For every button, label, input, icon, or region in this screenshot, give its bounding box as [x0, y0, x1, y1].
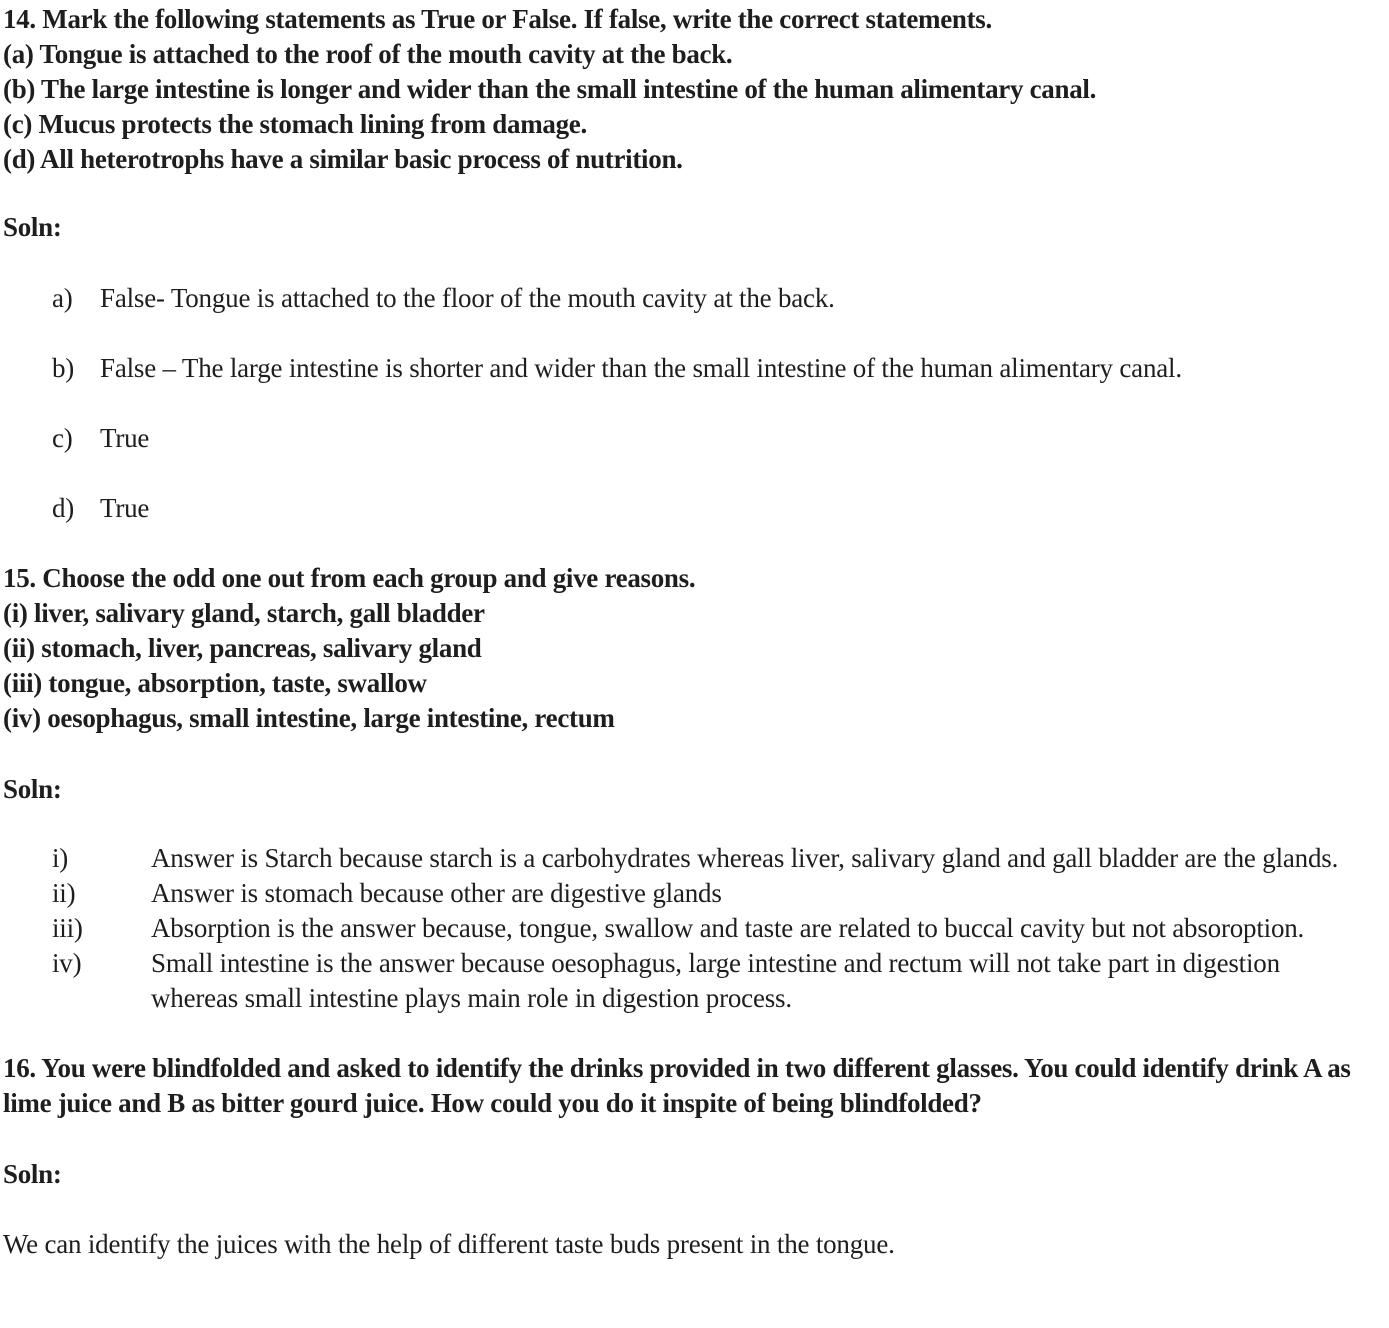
question-14-statement-b: (b) The large intestine is longer and wider than the small intestine of the human alimentary canal. — [3, 74, 1097, 104]
answer-row-15i — [3, 841, 1386, 876]
question-14-heading: 14. Mark the following statements as True or False. If false, write the correct statements. — [3, 4, 992, 34]
soln-label-15: Soln: — [3, 774, 62, 804]
answer-text: False- Tongue is attached to the floor of the mouth cavity at the back. — [100, 283, 835, 313]
question-14-statement-a: (a) Tongue is attached to the roof of the mouth cavity at the back. — [3, 39, 733, 69]
answer-text: Answer is Starch because starch is a carbohydrates whereas liver, salivary gland and gall bladder are the glands. — [151, 843, 1339, 873]
answer-text: True — [100, 423, 150, 453]
answer-row-14b — [3, 351, 1386, 386]
answer-row-14d — [3, 491, 1386, 526]
answer-row-14a — [3, 281, 1386, 316]
question-14-statement-d: (d) All heterotrophs have a similar basic process of nutrition. — [3, 144, 683, 174]
question-14-section — [3, 2, 1386, 526]
question-15-group-iv: (iv) oesophagus, small intestine, large intestine, rectum — [3, 703, 615, 733]
question-15-group-iii: (iii) tongue, absorption, taste, swallow — [3, 668, 427, 698]
answer-row-15iv — [3, 946, 1386, 1016]
answer-marker: c) — [52, 423, 73, 453]
answer-row-14c — [3, 421, 1386, 456]
answer-marker: a) — [52, 283, 73, 313]
question-14-statement-c: (c) Mucus protects the stomach lining from damage. — [3, 109, 587, 139]
soln-label-16: Soln: — [3, 1159, 62, 1189]
answer-row-15ii — [3, 876, 1386, 911]
answer-text: False – The large intestine is shorter and wider than the small intestine of the human alimentary canal. — [100, 353, 1182, 383]
answer-row-15iii — [3, 911, 1386, 946]
answer-text: Answer is stomach because other are digestive glands — [151, 878, 722, 908]
answer-list-14 — [3, 281, 1386, 526]
question-15-group-i: (i) liver, salivary gland, starch, gall bladder — [3, 598, 485, 628]
answer-marker: d) — [52, 493, 75, 523]
answer-marker: i) — [52, 843, 69, 873]
answer-text: True — [100, 493, 150, 523]
soln-label-14: Soln: — [3, 212, 62, 242]
answer-marker: iv) — [52, 948, 82, 978]
answer-marker: iii) — [52, 913, 83, 943]
question-15-section — [3, 561, 1386, 1016]
answer-text: Small intestine is the answer because oesophagus, large intestine and rectum will not take part in digestion whereas small intestine plays main role in digestion process. — [151, 948, 1280, 1013]
answer-marker: b) — [52, 353, 75, 383]
answer-list-15 — [3, 841, 1386, 1016]
question-16-section — [3, 1051, 1386, 1262]
question-15-group-ii: (ii) stomach, liver, pancreas, salivary gland — [3, 633, 482, 663]
answer-marker: ii) — [52, 878, 76, 908]
answer-16-text: We can identify the juices with the help of different taste buds present in the tongue. — [3, 1229, 895, 1259]
question-15-heading: 15. Choose the odd one out from each group and give reasons. — [3, 563, 696, 593]
question-16-heading: 16. You were blindfolded and asked to identify the drinks provided in two different glasses. You could identify drink A as lime juice and B as bitter gourd juice. How could you do it inspite of being blindfolded? — [3, 1053, 1351, 1118]
answer-text: Absorption is the answer because, tongue, swallow and taste are related to buccal cavity but not absoroption. — [151, 913, 1305, 943]
